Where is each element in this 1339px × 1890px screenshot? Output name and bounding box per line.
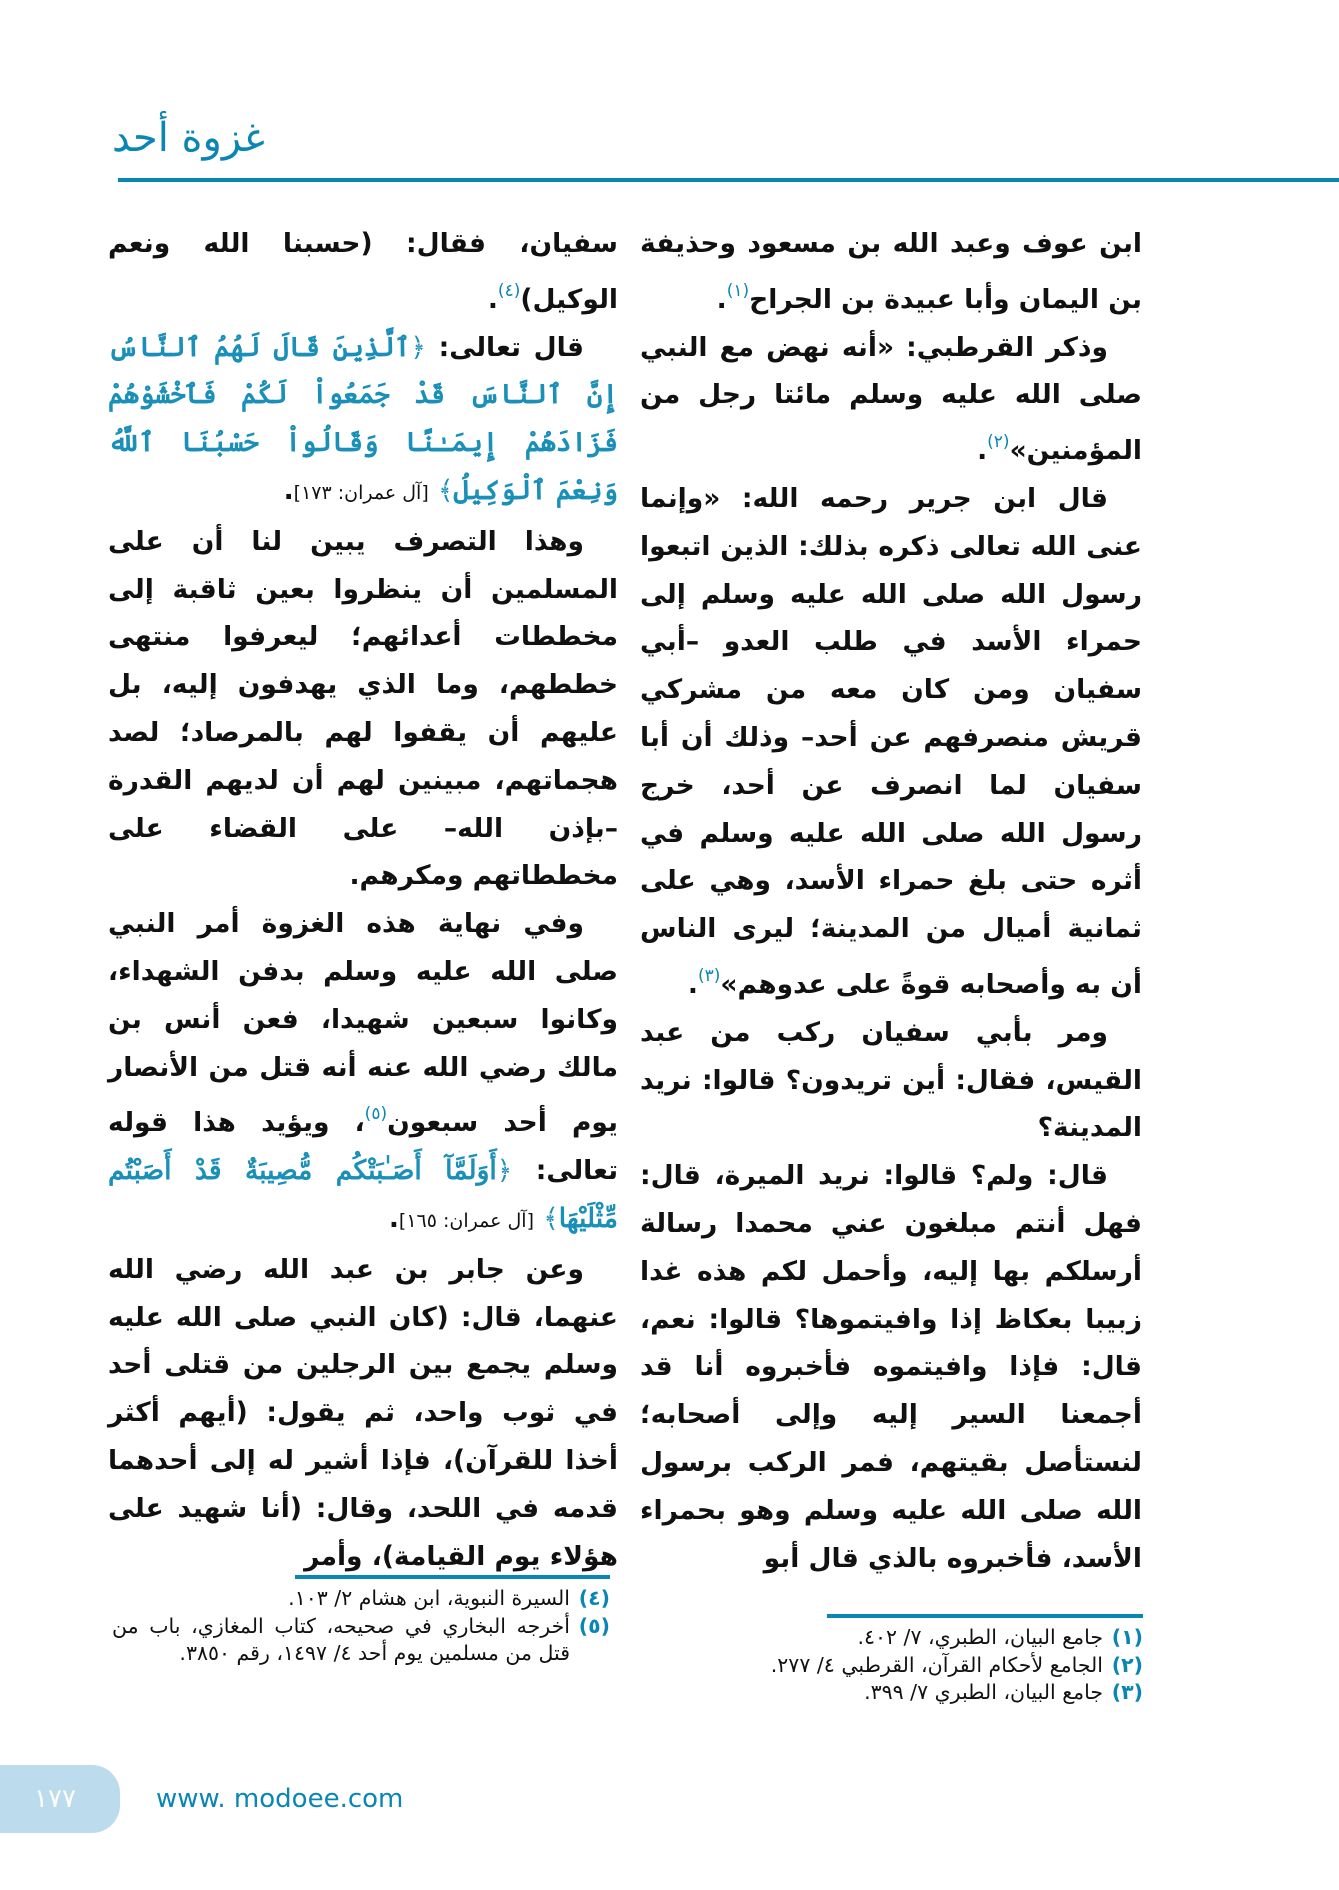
footnote-number[interactable]: (٥) xyxy=(578,1613,610,1638)
verse-citation: [آل عمران: ١٦٥] xyxy=(398,1209,534,1232)
quran-verse: أَوَلَمَّآ أَصَـٰبَتْكُم مُّصِيبَةٌ قَدْ أَصَبْتُم مِّثْلَيْهَا xyxy=(108,1155,618,1234)
paragraph-tail: . xyxy=(687,968,698,1000)
footnote-text: أخرجه البخاري في صحيحه، كتاب المغازي، باب من قتل من مسلمين يوم أحد ٤/ ١٤٩٧، رقم ٣٨٥٠. xyxy=(112,1613,570,1665)
paragraph-text: قال ابن جرير رحمه الله: «وإنما عنى الله تعالى ذكره بذلك: الذين اتبعوا رسول الله صلى الله عليه وسلم إلى حمراء الأسد في طلب العدو –أبي سفيان ومن كان معه من مشركي قريش منصرفهم عن أحد– وذلك أن أبا سفيان لما انصرف عن أحد، خرج رسول الله صلى الله عليه وسلم في أثره حتى بلغ حمراء الأسد، وهي على ثمانية أميال من المدينة؛ ليرى الناس أن به وأصحابه قوةً على عدوهم» xyxy=(640,482,1142,1000)
paragraph xyxy=(108,518,618,900)
footnote-text: جامع البيان، الطبري، ٧/ ٤٠٢. xyxy=(857,1625,1103,1649)
paragraph xyxy=(108,1246,618,1581)
left-column xyxy=(108,220,618,1580)
paragraph-tail: . xyxy=(977,435,988,467)
footnote-ref-3[interactable]: (٣) xyxy=(697,965,721,986)
footnote-number[interactable]: (٣) xyxy=(1111,1680,1143,1704)
footnote-item xyxy=(112,1585,610,1613)
footnote-item xyxy=(112,1613,610,1668)
footnote-rule-right xyxy=(827,1614,1143,1618)
footnote-item xyxy=(760,1652,1143,1680)
footnote-ref-4[interactable]: (٤) xyxy=(497,280,521,301)
footnote-number[interactable]: (١) xyxy=(1111,1625,1143,1649)
paragraph-tail: . xyxy=(283,474,294,506)
footnote-item xyxy=(760,1624,1143,1652)
paragraph-text: ابن عوف وعبد الله بن مسعود وحذيفة بن اليمان وأبا عبيدة بن الجراح xyxy=(640,228,1142,315)
page-number-tab xyxy=(0,1765,120,1833)
footnote-item xyxy=(760,1679,1143,1707)
footnote-ref-2[interactable]: (٢) xyxy=(987,432,1010,453)
paragraph-text: ، ويؤيد هذا قوله تعالى: xyxy=(108,1107,619,1187)
paragraph-text: ومر بأبي سفيان ركب من عبد القيس، فقال: أين تريدون؟ قالوا: نريد المدينة؟ xyxy=(640,1016,1142,1144)
paragraph xyxy=(108,324,618,518)
paragraph-text: وهذا التصرف يبين لنا أن على المسلمين أن ينظروا بعين ثاقبة إلى مخططات أعدائهم؛ ليعرفوا منتهى خططهم، وما الذي يهدفون إليه، بل عليهم أن يقفوا لهم بالمرصاد؛ لصد هجماتهم، مبينين لهم أن لديهم القدرة –بإذن الله– على القضاء على مخططاتهم ومكرهم. xyxy=(108,525,618,892)
footnote-ref-1[interactable]: (١) xyxy=(726,280,750,301)
header-rule xyxy=(118,178,1339,182)
quran-verse: ٱلَّذِينَ قَالَ لَهُمُ ٱلنَّاسُ إِنَّ ٱلنَّاسَ قَدْ جَمَعُواْ لَكُمْ فَٱخْشَوْهُمْ فَزَادَهُمْ إِيمَـٰنًا وَقَالُواْ حَسْبُنَا ٱللَّهُ وَنِعْمَ ٱلْوَكِيلُ xyxy=(108,331,618,506)
paragraph xyxy=(640,475,1142,1009)
footnotes-right xyxy=(760,1624,1143,1707)
paragraph-text: قال: ولم؟ قالوا: نريد الميرة، قال: فهل أنتم مبلغون عني محمدا رسالة أرسلكم بها إليه، وأحمل لكم هذه غدا زبيبا بعكاظ إذا وافيتموها؟ قالوا: نعم، قال: فإذا وافيتموه فأخبروه أنا قد أجمعنا السير إليه وإلى أصحابه؛ لنستأصل بقيتهم، فمر الركب برسول الله صلى الله عليه وسلم وهو بحمراء الأسد، فأخبروه بالذي قال أبو xyxy=(640,1160,1142,1574)
footnotes-left xyxy=(112,1585,610,1668)
paragraph xyxy=(640,324,1142,475)
paragraph xyxy=(640,1152,1142,1582)
paragraph xyxy=(640,220,1142,324)
paragraph-tail: . xyxy=(716,283,727,315)
footnote-rule-left xyxy=(295,1575,610,1579)
right-column xyxy=(640,220,1142,1582)
paragraph xyxy=(640,1009,1142,1152)
paragraph-text: وذكر القرطبي: «أنه نهض مع النبي صلى الله عليه وسلم مائتا رجل من المؤمنين» xyxy=(640,331,1142,467)
ornate-bracket-open-icon: ﴿ xyxy=(410,331,426,363)
ornate-bracket-open-icon: ﴿ xyxy=(496,1155,513,1187)
paragraph-tail: . xyxy=(388,1202,399,1234)
footnote-number[interactable]: (٤) xyxy=(578,1586,610,1610)
verse-citation: [آل عمران: ١٧٣] xyxy=(293,481,429,504)
verse-intro: قال تعالى: xyxy=(438,331,584,363)
footnote-ref-5[interactable]: (٥) xyxy=(364,1104,388,1125)
website-link[interactable]: www. modoee.com xyxy=(156,1784,404,1814)
footnote-text: الجامع لأحكام القرآن، القرطبي ٤/ ٢٧٧. xyxy=(770,1652,1103,1677)
footnote-text: السيرة النبوية، ابن هشام ٢/ ١٠٣. xyxy=(288,1586,570,1610)
page-number: ١٧٧ xyxy=(34,1784,76,1814)
footnote-text: جامع البيان، الطبري ٧/ ٣٩٩. xyxy=(864,1680,1103,1704)
paragraph-text: وعن جابر بن عبد الله رضي الله عنهما، قال: (كان النبي صلى الله عليه وسلم يجمع بين الرجلين من قتلى أحد في ثوب واحد، ثم يقول: (أيهم أكثر أخذا للقرآن)، فإذا أشير له إلى أحدهما قدمه في اللحد، وقال: (أنا شهيد على هؤلاء يوم القيامة)، وأمر xyxy=(108,1253,618,1572)
paragraph-text: سفيان، فقال: (حسبنا الله ونعم الوكيل) xyxy=(108,228,618,315)
paragraph xyxy=(108,220,618,324)
chapter-title: غزوة أحد xyxy=(112,115,265,161)
paragraph-text: وفي نهاية هذه الغزوة أمر النبي صلى الله عليه وسلم بدفن الشهداء، وكانوا سبعين شهيدا، فعن أنس بن مالك رضي الله عنه أنه قتل من الأنصار يوم أحد سبعون xyxy=(108,908,619,1139)
paragraph xyxy=(108,900,618,1246)
ornate-bracket-close-icon: ﴾ xyxy=(543,1202,559,1234)
ornate-bracket-close-icon: ﴾ xyxy=(437,474,454,506)
paragraph-tail: . xyxy=(487,283,498,315)
footnote-number[interactable]: (٢) xyxy=(1111,1652,1143,1677)
